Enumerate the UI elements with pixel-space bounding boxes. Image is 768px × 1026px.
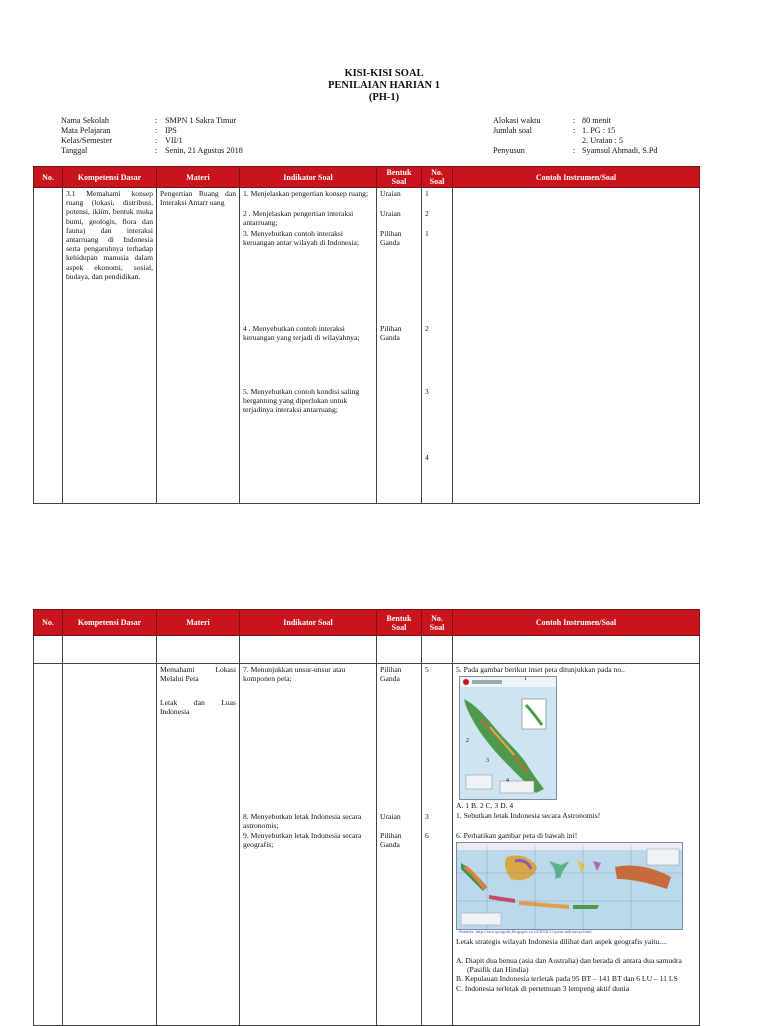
info-value: IPS [165, 126, 177, 135]
indikator-item: 5. Menyebutkan contoh kondisi saling bergantung yang diperlukan untuk terjadinya interaksi antarruang; [243, 387, 360, 415]
option-b: B. Kepulauan Indonesia terletak pada 95 BT – 141 BT dan 6 LU – 11 LS [456, 974, 678, 984]
info-label: Tanggal [61, 146, 88, 155]
nosoal-item: 2 [425, 209, 429, 218]
indikator-item: 9. Menyebutkan letak Indonesia secara geografis; [243, 831, 362, 850]
info-row [61, 116, 243, 126]
nosoal-item: 4 [425, 453, 429, 462]
header-bentuk: Bentuk Soal [377, 167, 422, 188]
header-indikator: Indikator Soal [240, 610, 377, 636]
info-label: Alokasi waktu [493, 116, 541, 125]
kd-text: 3.1 Memahami konsep ruang (lokasi, distribusi, potensi, iklim, bentuk muka bumi, geologis, flora dan fauna) dan interaksi antarruang di Indonesia serta pengaruhnya terhadap kehidupan manusia dalam aspek ekonomi, sosial, budaya, dan pendidikan. [66, 189, 153, 281]
info-value: Senin, 21 Agustus 2018 [165, 146, 243, 155]
colon: : [573, 116, 576, 125]
nosoal-item: 5 [425, 665, 429, 674]
bentuk-item: Uraian [380, 209, 401, 218]
header-materi: Materi [157, 610, 240, 636]
colon: : [573, 126, 576, 135]
indikator-item: 7. Menunjukkan unsur-unsur atau komponen peta; [243, 665, 346, 684]
header-contoh: Contoh Instrumen/Soal [453, 167, 700, 188]
kisi-table-1 [33, 166, 700, 504]
cell-no [34, 188, 63, 504]
question-5-options: A. 1 B. 2 C. 3 D. 4 [456, 801, 514, 810]
info-value: SMPN 1 Sakra Timur [165, 116, 237, 125]
info-label: Nama Sekolah [61, 116, 109, 125]
cell-empty [34, 636, 63, 664]
nosoal-item: 1 [425, 189, 429, 198]
materi-text: Memahami Lokasi Melalui Peta [160, 665, 236, 684]
question-5: 5. Pada gambar berikut inset peta ditunjukkan pada no.. [456, 665, 625, 674]
cell-empty [63, 636, 157, 664]
colon: : [155, 146, 158, 155]
info-label: Penyusun [493, 146, 525, 155]
bentuk-item: Pilihan Ganda [380, 831, 402, 850]
header-kompetensi: Kompetensi Dasar [63, 167, 157, 188]
map-number: 1 [524, 676, 527, 682]
doc-subtitle: PENILAIAN HARIAN 1 [327, 80, 440, 91]
cell-bentuk [377, 188, 422, 504]
info-right [493, 116, 658, 156]
bentuk-item: Uraian [380, 189, 401, 198]
bentuk-item: Pilihan Ganda [380, 665, 402, 684]
map-caption: Sumber: http://ratu-geografi.blogspot.co.id/2016/11/peta-indonesia.html [459, 929, 592, 934]
info-value: Syamsul Ahmadi, S.Pd [582, 146, 658, 155]
kisi-table-2 [33, 609, 700, 1026]
indikator-item: 1. Menjelaskan pengertian konsep ruang; [243, 189, 369, 198]
nosoal-item: 3 [425, 387, 429, 396]
question-6-stem: Letak strategis wilayah Indonesia dilihat dari aspek geografis yaitu.... [456, 937, 667, 946]
cell-indikator [240, 664, 377, 1026]
header-indikator: Indikator Soal [240, 167, 377, 188]
info-value: 80 menit [582, 116, 611, 125]
info-label: Jumlah soal [493, 126, 532, 135]
bentuk-item: Uraian [380, 812, 401, 821]
question-6-options [456, 956, 696, 993]
question-6: 6. Perhatikan gambar peta di bawah ini! [456, 831, 578, 840]
info-value: 1. PG : 15 [582, 126, 616, 135]
header-no: No. [34, 610, 63, 636]
nosoal-item: 6 [425, 831, 429, 840]
cell-empty [453, 636, 700, 664]
info-label: Kelas/Semester [61, 136, 112, 145]
doc-title: KISI-KISI SOAL [344, 68, 424, 79]
header-bentuk: Bentuk Soal [377, 610, 422, 636]
cell-contoh [453, 664, 700, 1026]
colon: : [155, 116, 158, 125]
colon: : [573, 146, 576, 155]
info-left [61, 116, 243, 156]
cell-no-soal [422, 188, 453, 504]
nosoal-item: 2 [425, 324, 429, 333]
indikator-item: 8. Menyebutkan letak Indonesia secara astronomis; [243, 812, 362, 831]
materi-text: Letak dan Luas Indonesia [160, 698, 236, 717]
header-kompetensi: Kompetensi Dasar [63, 610, 157, 636]
header-materi: Materi [157, 167, 240, 188]
header-no-soal: No. Soal [422, 167, 453, 188]
bentuk-item: Pilihan Ganda [380, 324, 402, 343]
cell-no-soal [422, 664, 453, 1026]
cell-empty [157, 636, 240, 664]
cell-contoh [453, 188, 700, 504]
map-number: 4 [506, 778, 509, 784]
bentuk-item: Pilihan Ganda [380, 229, 402, 248]
question-1: 1. Sebutkan letak Indonesia secara Astronomis! [456, 811, 601, 820]
info-row [61, 136, 243, 146]
cell-materi [157, 664, 240, 1026]
cell-kompetensi [63, 188, 157, 504]
indikator-item: 3. Menyebutkan contoh interaksi keruangan antar wilayah di Indonesia; [243, 229, 359, 248]
doc-code: (PH-1) [368, 92, 400, 103]
colon: : [155, 126, 158, 135]
header-no: No. [34, 167, 63, 188]
colon: : [155, 136, 158, 145]
nosoal-item: 3 [425, 812, 429, 821]
info-value: VII/1 [165, 136, 183, 145]
nosoal-item: 1 [425, 229, 429, 238]
map-number: 2 [466, 738, 469, 744]
cell-empty [240, 636, 377, 664]
map-number: 3 [486, 758, 489, 764]
cell-indikator [240, 188, 377, 504]
indonesia-map-image [456, 842, 683, 930]
info-row [61, 126, 243, 136]
indikator-item: 2 . Menjelaskan pengertian interaksi antarruang; [243, 209, 354, 228]
sumatra-map-image [459, 676, 557, 800]
info-label: Mata Pelajaran [61, 126, 111, 135]
cell-bentuk [377, 664, 422, 1026]
cell-no [34, 664, 63, 1026]
option-c: C. Indonesia terletak di pertemuan 3 lempeng aktif dunia [456, 983, 630, 993]
cell-materi [157, 188, 240, 504]
cell-empty [422, 636, 453, 664]
indikator-item: 4 . Menyebutkan contoh interaksi keruangan yang terjadi di wilayahnya; [243, 324, 360, 343]
option-a: A. Diapit dua benua (asia dan Australia) dan berada di antara dua samudra (Pasifik dan Hindia) [456, 956, 682, 975]
indonesia-map-graphic [457, 843, 682, 929]
info-value: 2. Uraian : 5 [582, 136, 623, 145]
info-row [61, 146, 243, 156]
cell-empty [377, 636, 422, 664]
header-contoh: Contoh Instrumen/Soal [453, 610, 700, 636]
materi-text: Pengertian Ruang dan Interaksi Antarr uang [160, 189, 236, 208]
cell-kompetensi [63, 664, 157, 1026]
header-no-soal: No. Soal [422, 610, 453, 636]
